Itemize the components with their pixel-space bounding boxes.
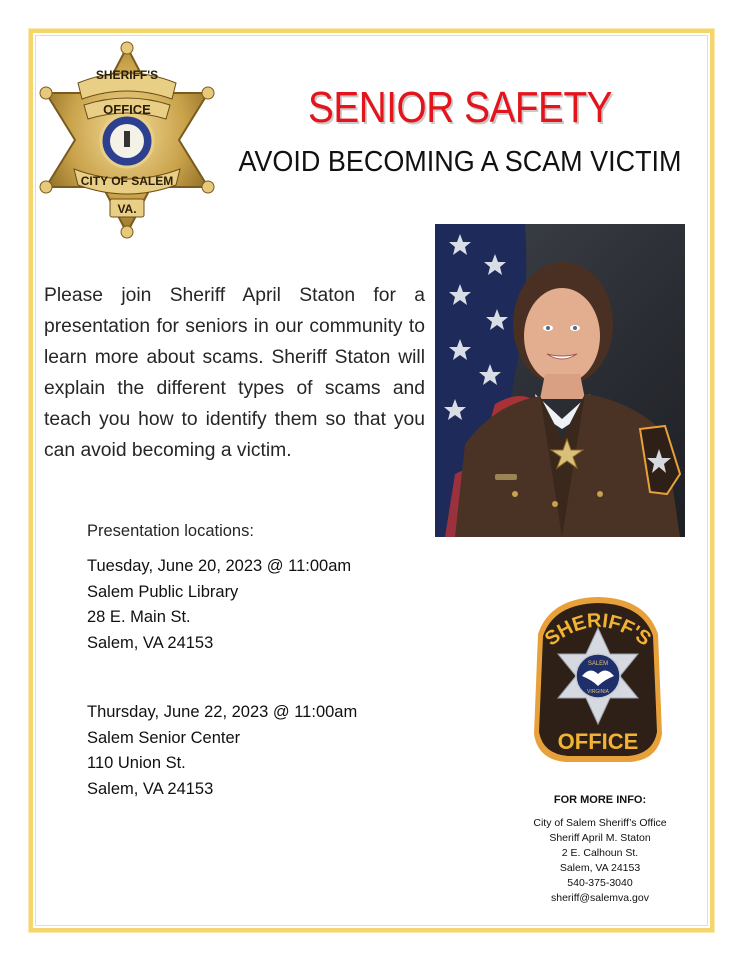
event-city: Salem, VA 24153 [87,633,214,652]
event-street: 110 Union St. [87,754,186,772]
event-2 [87,700,357,802]
contact-info [500,793,700,906]
event-venue: Salem Senior Center [87,728,241,747]
page-subtitle: AVOID BECOMING A SCAM VICTIM [238,146,682,178]
event-datetime: Tuesday, June 20, 2023 @ 11:00am [87,557,352,575]
contact-street: 2 E. Calhoun St. [561,847,639,859]
contact-heading: FOR MORE INFO: [553,794,647,806]
contact-phone: 540-375-3040 [567,877,633,889]
event-street: 28 E. Main St. [87,608,191,626]
svg-text:OFFICE: OFFICE [557,729,639,754]
contact-name: Sheriff April M. Staton [549,832,651,844]
svg-text:CITY OF SALEM: CITY OF SALEM [80,174,174,188]
intro-paragraph: Please join Sheriff April Staton for a presentation for seniors in our community to learn more about scams. Sheriff Staton will explain the different types of scams and teach you how to identify them so that you can avoid becoming a victim. [44,285,425,461]
event-datetime: Thursday, June 22, 2023 @ 11:00am [87,703,358,721]
svg-text:SALEM: SALEM [587,661,609,667]
svg-text:VA.: VA. [117,202,137,216]
contact-city: Salem, VA 24153 [559,862,641,874]
event-city: Salem, VA 24153 [87,779,214,798]
sheriff-office-patch-icon [530,594,666,766]
page-title: SENIOR SAFETY [307,83,613,132]
svg-text:SHERIFF'S: SHERIFF'S [540,609,656,651]
contact-org: City of Salem Sheriff’s Office [533,817,667,829]
contact-email: sheriff@salemva.gov [550,892,649,904]
svg-text:SHERIFF'S: SHERIFF'S [95,68,159,82]
sheriff-star-badge-icon [38,41,216,239]
svg-text:OFFICE: OFFICE [103,102,151,117]
locations-label: Presentation locations: [87,522,254,540]
sheriff-portrait-photo [435,224,685,537]
event-1 [87,554,351,656]
svg-text:VIRGINIA: VIRGINIA [587,689,609,695]
event-venue: Salem Public Library [87,582,239,601]
